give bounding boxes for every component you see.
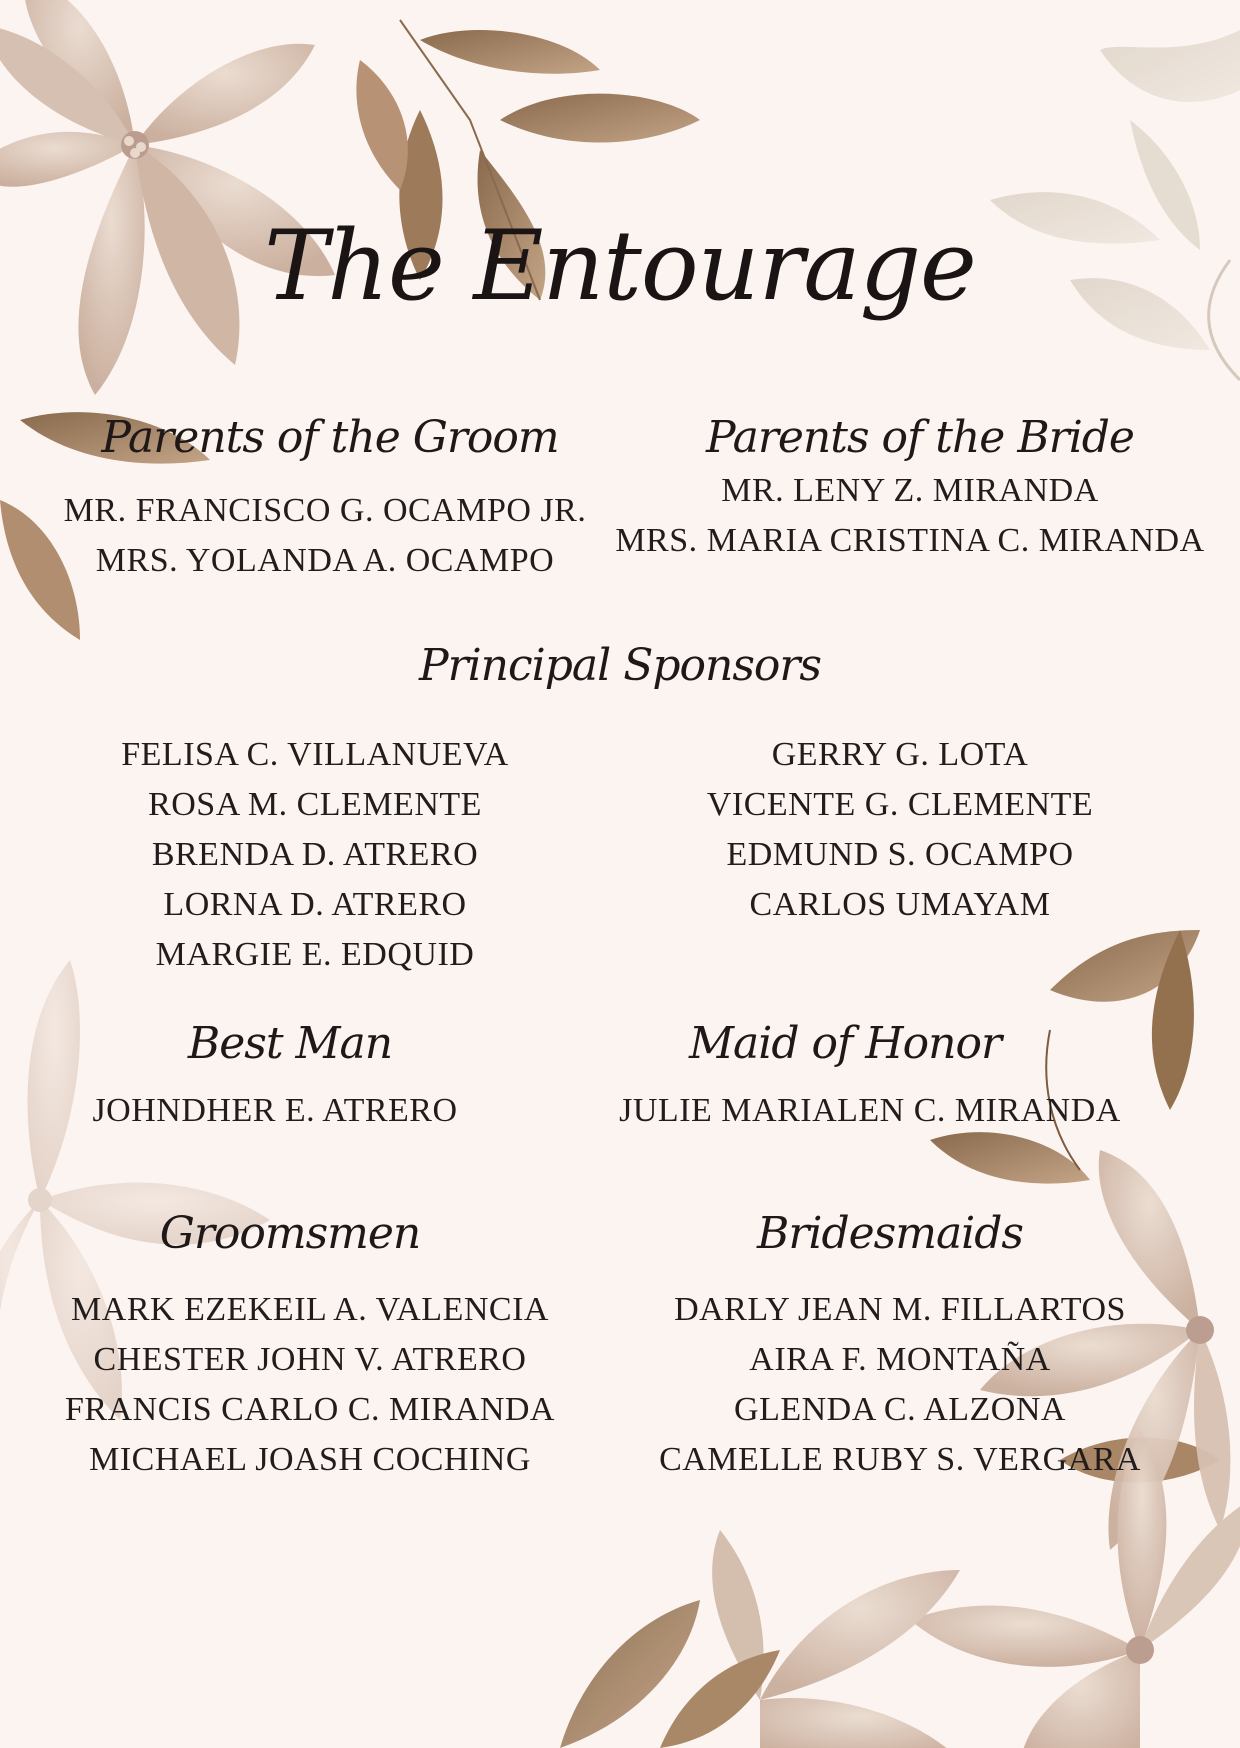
list-item: BRENDA D. ATRERO — [151, 836, 479, 873]
list-item: EDMUND S. OCAMPO — [726, 836, 1074, 873]
parents-groom-list — [40, 486, 610, 586]
leaves-top-right — [990, 30, 1240, 380]
principal-sponsors-right-list — [640, 730, 1160, 930]
parents-groom-heading: Parents of the Groom — [101, 412, 559, 463]
maid-of-honor-list — [600, 1086, 1140, 1136]
list-item: MARK EZEKEIL A. VALENCIA — [71, 1291, 549, 1328]
groomsmen-list — [40, 1285, 580, 1485]
list-item: MR. FRANCISCO G. OCAMPO JR. — [63, 492, 587, 529]
list-item: MRS. MARIA CRISTINA C. MIRANDA — [615, 522, 1205, 559]
list-item: GLENDA C. ALZONA — [734, 1391, 1066, 1428]
list-item: CARLOS UMAYAM — [749, 886, 1051, 923]
parents-bride-list — [610, 466, 1210, 566]
list-item: AIRA F. MONTAÑA — [749, 1341, 1051, 1378]
bridesmaids-list — [640, 1285, 1160, 1485]
list-item: CHESTER JOHN V. ATRERO — [93, 1341, 527, 1378]
list-item: LORNA D. ATRERO — [163, 886, 467, 923]
best-man-heading: Best Man — [187, 1018, 393, 1069]
parents-bride-heading: Parents of the Bride — [706, 412, 1134, 463]
principal-sponsors-left-list — [60, 730, 570, 980]
list-item: GERRY G. LOTA — [771, 736, 1029, 773]
page-title: The Entourage — [264, 210, 976, 322]
poinsettia-top-left — [0, 0, 335, 395]
bridesmaids-heading: Bridesmaids — [757, 1208, 1023, 1259]
list-item: JULIE MARIALEN C. MIRANDA — [619, 1092, 1121, 1129]
list-item: VICENTE G. CLEMENTE — [706, 786, 1094, 823]
list-item: DARLY JEAN M. FILLARTOS — [674, 1291, 1126, 1328]
list-item: MR. LENY Z. MIRANDA — [721, 472, 1099, 509]
groomsmen-heading: Groomsmen — [159, 1208, 421, 1259]
best-man-list — [40, 1086, 510, 1136]
list-item: JOHNDHER E. ATRERO — [92, 1092, 458, 1129]
list-item: CAMELLE RUBY S. VERGARA — [659, 1441, 1141, 1478]
list-item: MARGIE E. EDQUID — [155, 936, 475, 973]
list-item: ROSA M. CLEMENTE — [148, 786, 482, 823]
principal-sponsors-heading: Principal Sponsors — [418, 640, 822, 691]
list-item: FRANCIS CARLO C. MIRANDA — [65, 1391, 555, 1428]
list-item: MRS. YOLANDA A. OCAMPO — [95, 542, 555, 579]
list-item: FELISA C. VILLANUEVA — [121, 736, 509, 773]
maid-of-honor-heading: Maid of Honor — [689, 1018, 1001, 1069]
list-item: MICHAEL JOASH COCHING — [89, 1441, 531, 1478]
